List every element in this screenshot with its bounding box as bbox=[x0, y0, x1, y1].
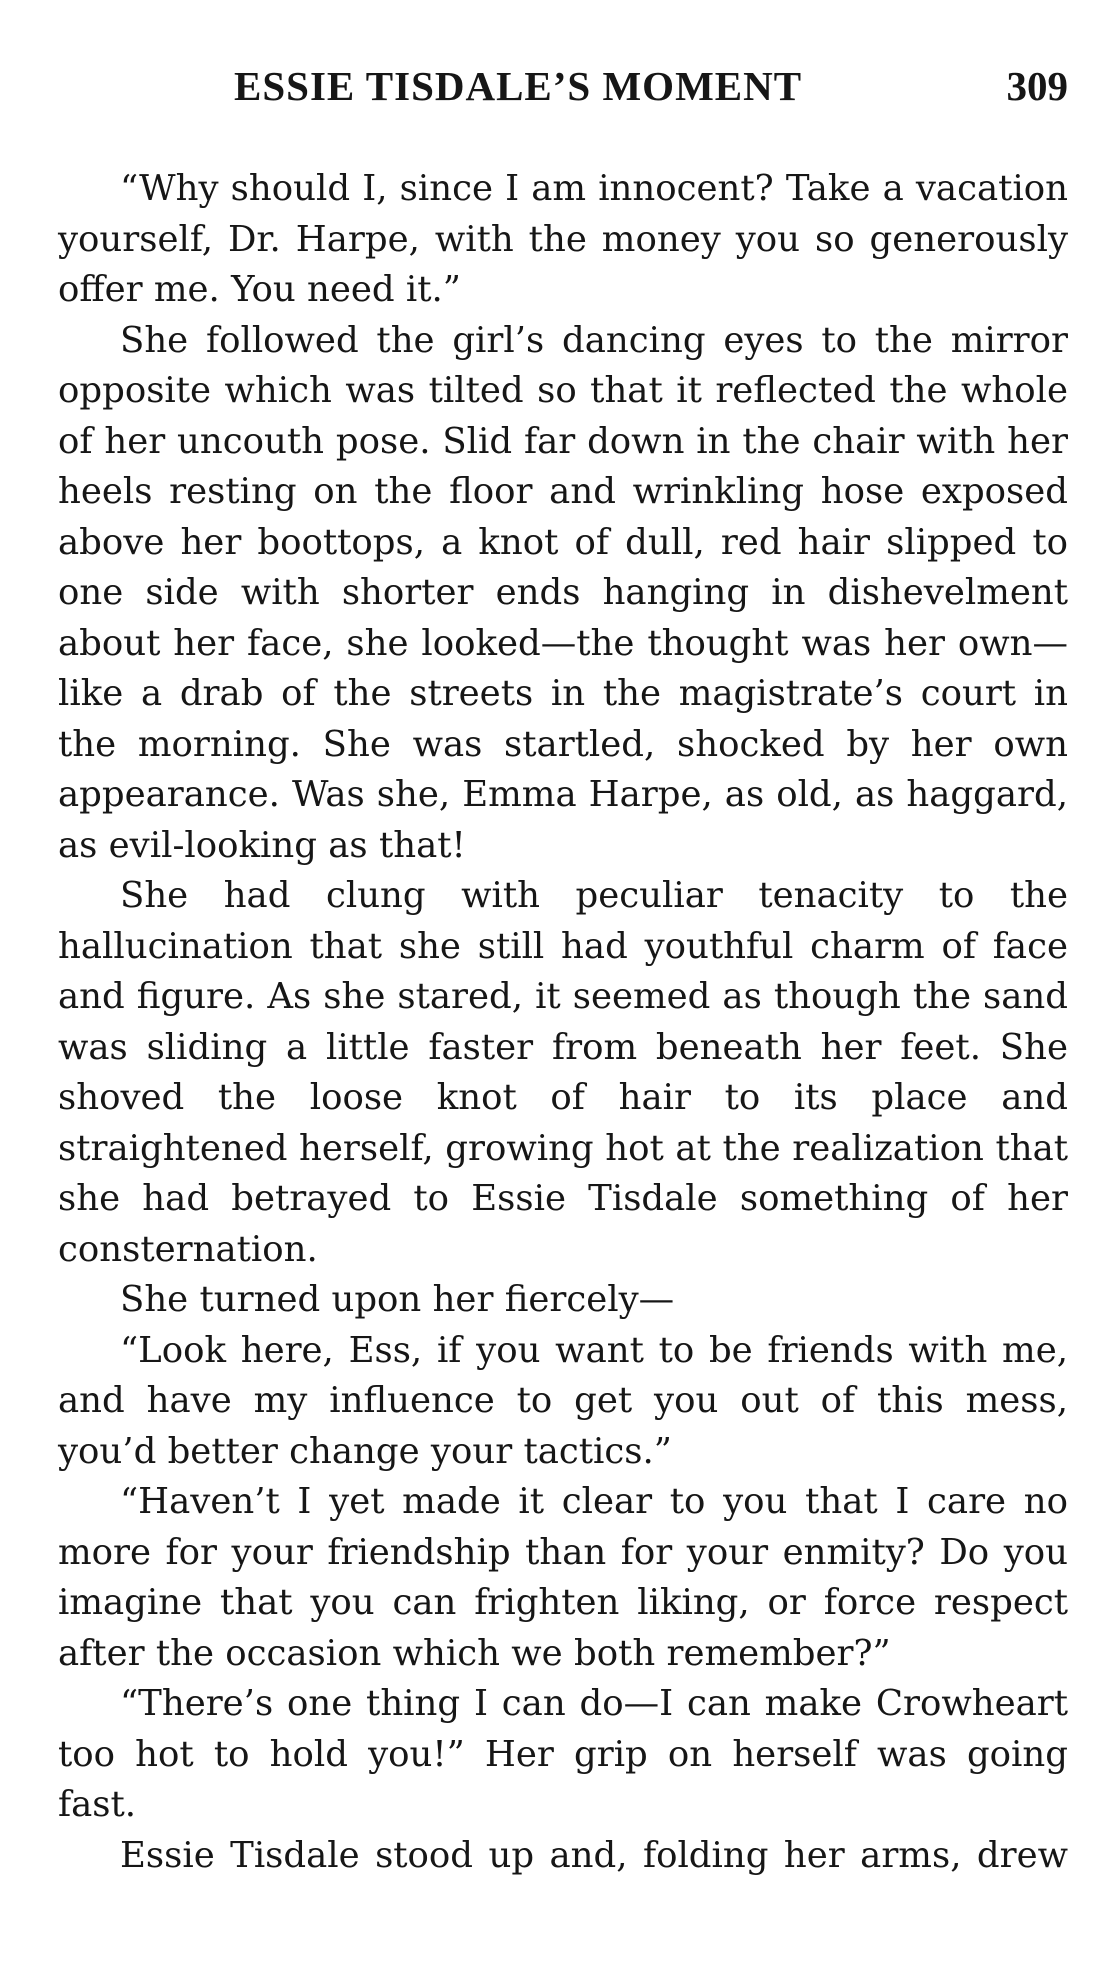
paragraph-2: She followed the girl’s dancing eyes to the mirror opposite which was tilted so that it reflected the whole of her uncouth pose. Slid far down in the chair with her heels resting on the floor and wrinkling hose exposed above her boottops, a knot of dull, red hair slipped to one side with shorter ends hanging in dishevelment about her face, she looked—the thought was her own—like a drab of the streets in the magistrate’s court in the morning. She was startled, shocked by her own appearance. Was she, Emma Harpe, as old, as haggard, as evil-looking as that! bbox=[58, 319, 1068, 866]
paragraph-3: She had clung with peculiar tenacity to the hallucination that she still had youthful charm of face and figure. As she stared, it seemed as though the sand was sliding a little faster from beneath her feet. She shoved the loose knot of hair to its place and straightened herself, growing hot at the realization that she had betrayed to Essie Tisdale something of her consternation. bbox=[58, 875, 1068, 1270]
paragraph-4: She turned upon her fiercely— bbox=[120, 1279, 675, 1320]
running-header bbox=[58, 58, 1068, 120]
page-number: 309 bbox=[1006, 63, 1068, 109]
running-title: ESSIE TISDALE’S MOMENT bbox=[234, 63, 803, 109]
paragraph-1: “Why should I, since I am innocent? Take a vacation yourself, Dr. Harpe, with the money you so generously offer me. You need it.” bbox=[58, 168, 1068, 310]
paragraph-5: “Look here, Ess, if you want to be friends with me, and have my influence to get you out of this mess, you’d better change your tactics.” bbox=[58, 1329, 1068, 1472]
body-text bbox=[58, 164, 1068, 1881]
paragraph-8: Essie Tisdale stood up and, folding her arms, drew bbox=[120, 1834, 1068, 1876]
book-page bbox=[58, 58, 1068, 1918]
paragraph-6: “Haven’t I yet made it clear to you that I care no more for your friendship than for your enmity? Do you imagine that you can frighten liking, or force respect after the occasion which we both remember?” bbox=[58, 1481, 1068, 1674]
paragraph-7: “There’s one thing I can do—I can make Crowheart too hot to hold you!” Her grip on herself was going fast. bbox=[58, 1683, 1068, 1825]
